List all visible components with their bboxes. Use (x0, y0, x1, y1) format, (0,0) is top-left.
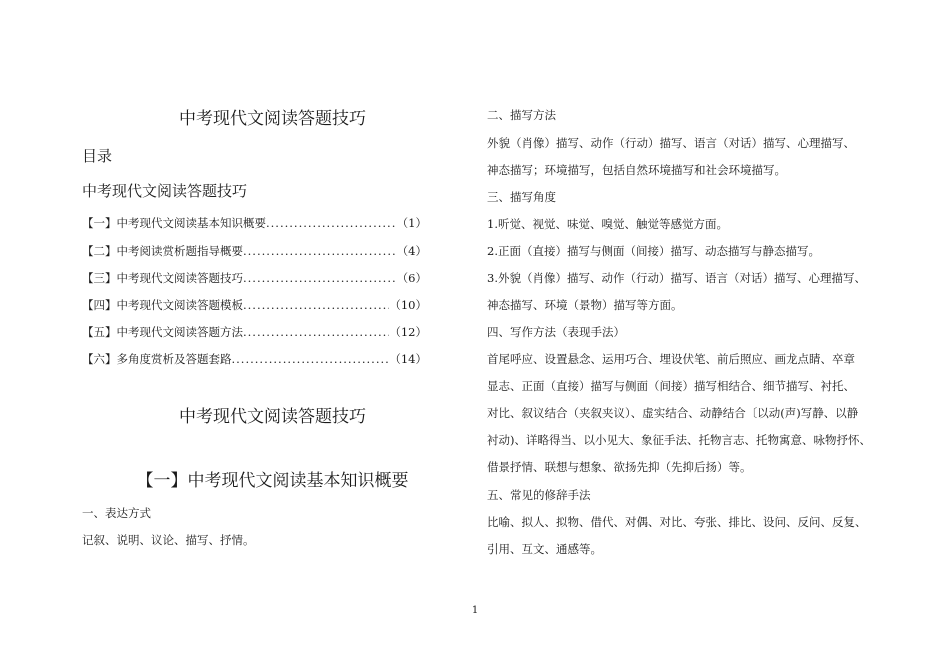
toc-heading: 目录 (82, 147, 113, 165)
toc-entry-5[interactable] (82, 324, 427, 340)
toc-dot-leader (266, 216, 397, 230)
toc-entry-4[interactable] (82, 297, 427, 313)
section-5-line: 引用、互文、通感等。 (487, 542, 602, 556)
page-number: 1 (471, 605, 479, 616)
toc-entry-label: 【一】中考现代文阅读基本知识概要 (82, 216, 266, 230)
section-4-line: 对比、叙议结合（夹叙夹议）、虚实结合、动静结合〔以动(声)写静、以静 (487, 406, 859, 420)
toc-entry-label: 【三】中考现代文阅读答题技巧 (82, 271, 243, 285)
toc-entry-page: （14） (389, 352, 427, 366)
section-1-body: 记叙、说明、议论、描写、抒情。 (82, 533, 255, 547)
section-5-heading: 五、常见的修辞手法 (487, 488, 591, 502)
section-4-line: 衬动)、详略得当、以小见大、象征手法、托物言志、托物寓意、咏物抒怀、 (487, 433, 871, 447)
chapter-title: 【一】中考现代文阅读基本知识概要 (136, 471, 409, 491)
toc-entry-page: （4） (396, 244, 427, 258)
section-2-line: 神态描写；环境描写，包括自然环境描写和社会环境描写。 (487, 163, 786, 177)
toc-dot-leader (232, 352, 390, 366)
second-title: 中考现代文阅读答题技巧 (179, 407, 366, 427)
toc-entry-label: 【六】多角度赏析及答题套路 (82, 352, 232, 366)
toc-dot-leader (243, 271, 397, 285)
section-3-line: 1.听觉、视觉、味觉、嗅觉、触觉等感觉方面。 (487, 217, 728, 231)
section-2-heading: 二、描写方法 (487, 108, 556, 122)
toc-entry-label: 【二】中考阅读赏析题指导概要 (82, 244, 243, 258)
toc-dot-leader (243, 244, 397, 258)
section-3-heading: 三、描写角度 (487, 190, 556, 204)
toc-entry-page: （6） (396, 271, 427, 285)
section-3-line: 3.外貌（肖像）描写、动作（行动）描写、语言（对话）描写、心理描写、 (487, 271, 866, 285)
section-4-line: 借景抒情、联想与想象、欲扬先抑（先抑后扬）等。 (487, 460, 752, 474)
section-4-line: 首尾呼应、设置悬念、运用巧合、埋设伏笔、前后照应、画龙点睛、卒章 (487, 352, 855, 366)
section-4-heading: 四、写作方法（表现手法） (487, 325, 625, 339)
section-3-line: 2.正面（直接）描写与侧面（间接）描写、动态描写与静态描写。 (487, 244, 820, 258)
section-2-line: 外貌（肖像）描写、动作（行动）描写、语言（对话）描写、心理描写、 (487, 136, 855, 150)
toc-entry-3[interactable] (82, 270, 427, 286)
toc-entry-label: 【四】中考现代文阅读答题模板 (82, 298, 243, 312)
toc-entry-label: 【五】中考现代文阅读答题方法 (82, 325, 243, 339)
toc-dot-leader (243, 325, 389, 339)
main-title: 中考现代文阅读答题技巧 (179, 109, 366, 129)
section-1-heading: 一、表达方式 (82, 506, 151, 520)
toc-entry-1[interactable] (82, 215, 427, 231)
toc-dot-leader (243, 298, 389, 312)
toc-entry-6[interactable] (82, 351, 427, 367)
toc-entry-page: （1） (396, 216, 427, 230)
toc-entry-page: （12） (389, 325, 427, 339)
section-3-line: 神态描写、环境（景物）描写等方面。 (487, 298, 683, 312)
section-4-line: 显志、正面（直接）描写与侧面（间接）描写相结合、细节描写、衬托、 (487, 379, 855, 393)
toc-subtitle: 中考现代文阅读答题技巧 (82, 182, 248, 200)
toc-entry-2[interactable] (82, 243, 427, 259)
section-5-line: 比喻、拟人、拟物、借代、对偶、对比、夸张、排比、设问、反问、反复、 (487, 515, 867, 529)
toc-entry-page: （10） (389, 298, 427, 312)
